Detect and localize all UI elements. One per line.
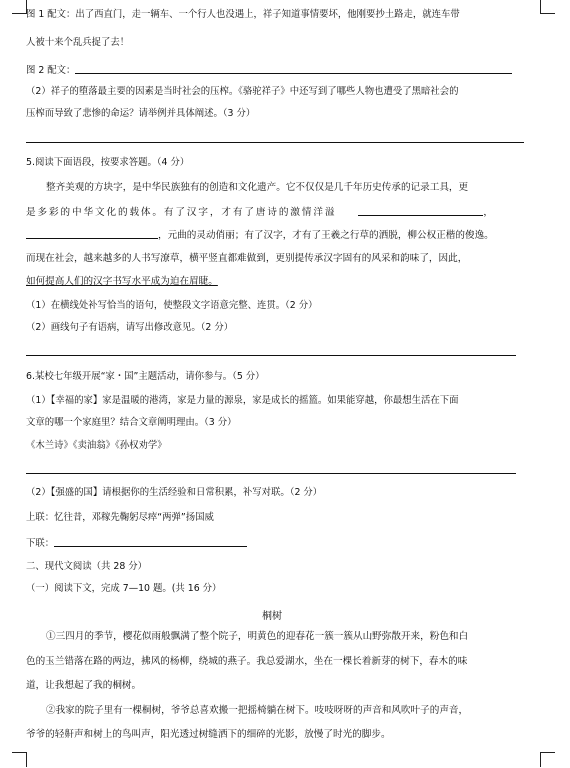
crop-mark-bottom-right xyxy=(540,752,555,767)
q5-sub2: （2）画线句子有语病，请写出修改意见。（2 分） xyxy=(26,322,234,333)
fig2-answer-blank[interactable] xyxy=(75,64,512,74)
crop-mark-top-left xyxy=(12,0,27,14)
fig2-caption xyxy=(26,64,512,77)
q6-heading: 6.某校七年级开展“家・国”主题活动，请你参与。（5 分） xyxy=(26,371,265,382)
crop-mark-bottom-left xyxy=(12,752,27,767)
q5-blank-2[interactable] xyxy=(26,229,158,239)
article-title: 桐树 xyxy=(262,611,282,622)
q5-para-line4: 而现在社会，越来越多的人书写潦草，横平竖直都难做到，更别提传承汉字固有的风采和韵味了，因此， xyxy=(26,253,468,264)
q5-para-line3 xyxy=(26,229,494,242)
q4-part2-line1: （2）祥子的堕落最主要的因素是当时社会的压榨。《骆驼祥子》中还写到了哪些人物也遭受了黑暗社会的 xyxy=(26,86,459,97)
lower-couplet-blank[interactable] xyxy=(54,537,247,547)
q6-works-list: 《木兰诗》《卖油翁》《孙权劝学》 xyxy=(26,440,167,451)
q6-answer-line[interactable] xyxy=(26,473,516,474)
q5-para-line2 xyxy=(26,206,493,219)
q5-answer-line[interactable] xyxy=(26,355,516,356)
q4-part2-line2: 压榨而导致了悲惨的命运？请举例并具体阐述。（3 分） xyxy=(26,108,256,119)
upper-couplet: 上联：忆往昔，邓稼先鞠躬尽瘁“两弹”扬国威 xyxy=(26,512,214,523)
section2-subheading: （一）阅读下文，完成 7—10 题。(共 16 分） xyxy=(26,583,222,594)
q6-sub1-line2: 文章的哪一个家庭里？结合文章阐明理由。（3 分） xyxy=(26,417,237,428)
crop-mark-top-right xyxy=(540,0,555,14)
q5-para-line2-text: 是多彩的中华文化的载体。有了汉字，才有了唐诗的激情洋溢 xyxy=(26,207,337,218)
article-p1-line3: 道，让我想起了我的桐树。 xyxy=(26,680,142,691)
q5-para-line3-text: ，元曲的灵动俏丽；有了汉字，才有了王羲之行草的洒脱，柳公权正楷的俊逸。 xyxy=(158,230,494,241)
article-p1-line1: ①三四月的季节，樱花似雨般飘满了整个院子，明黄色的迎春花一簇一簇从山野弥散开来，粉色和白 xyxy=(46,631,469,642)
fig1-caption: 图 1 配文：出了西直门，走一辆车、一个行人也没遇上，祥子知道事情要坏，他刚要抄土路走，就连车带 xyxy=(26,9,460,20)
article-p2-line2: 爷爷的轻鼾声和树上的鸟叫声，阳光透过树缝洒下的细碎的光影，放慢了时光的脚步。 xyxy=(26,729,391,740)
q6-sub2: （2）【强盛的国】请根据你的生活经验和日常积累，补写对联。（2 分） xyxy=(26,487,323,498)
section2-heading: 二、现代文阅读（共 28 分） xyxy=(26,561,148,572)
article-p2-line1: ②我家的院子里有一棵桐树，爷爷总喜欢搬一把摇椅躺在树下。吱吱呀呀的声音和风吹叶子的声音， xyxy=(46,705,469,716)
q6-sub1-line1: （1）【幸福的家】家是温暖的港湾，家是力量的源泉，家是成长的摇篮。如果能穿越，你最想生活在下面 xyxy=(26,395,459,406)
q5-para-line2-comma: ， xyxy=(483,207,493,218)
lower-couplet xyxy=(26,537,247,550)
q5-blank-1[interactable] xyxy=(358,206,483,216)
lower-couplet-label: 下联： xyxy=(26,538,55,549)
q5-underlined-sentence: 如何提高人们的汉字书写水平成为迫在眉睫。 xyxy=(26,276,218,287)
article-p1-line2: 色的玉兰错落在路的两边，拂风的杨柳，绕城的燕子。我总爱湖水，坐在一棵长着新芽的树下，春木的味 xyxy=(26,656,468,667)
fig1-caption-cont: 人被十来个乱兵捉了去！ xyxy=(26,37,130,48)
q4-answer-line[interactable] xyxy=(26,142,524,143)
q5-sub1: （1）在横线处补写恰当的语句，使整段文字语意完整、连贯。（2 分） xyxy=(26,300,318,311)
fig2-label: 图 2 配文： xyxy=(26,65,76,76)
q5-heading: 5.阅读下面语段，按要求答题。（4 分） xyxy=(26,157,190,168)
q5-para-line1: 整齐美观的方块字，是中华民族独有的创造和文化遗产。它不仅仅是几千年历史传承的记录工具，更 xyxy=(46,182,469,193)
